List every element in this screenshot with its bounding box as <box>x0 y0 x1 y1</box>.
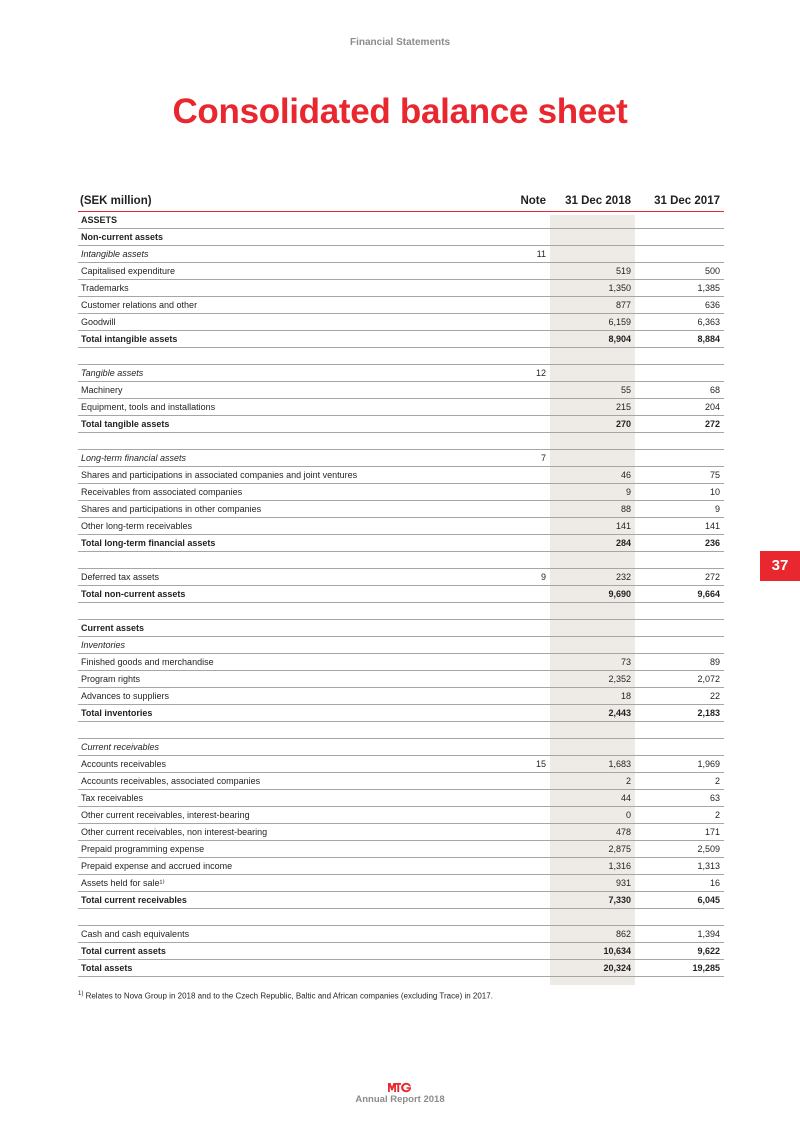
table-row <box>78 501 724 518</box>
row-note <box>466 654 550 671</box>
row-label <box>78 433 466 450</box>
row-value-2017: 1,394 <box>635 926 724 943</box>
total-row <box>78 960 724 977</box>
row-note <box>466 331 550 348</box>
row-label: Total intangible assets <box>78 331 466 348</box>
row-value-2017: 22 <box>635 688 724 705</box>
row-label: Prepaid expense and accrued income <box>78 858 466 875</box>
row-value-2017: 236 <box>635 535 724 552</box>
row-label: Machinery <box>78 382 466 399</box>
row-note <box>466 790 550 807</box>
table-row <box>78 450 724 467</box>
spacer-row <box>78 909 724 926</box>
row-value-2017: 500 <box>635 263 724 280</box>
row-value-2017: 1,313 <box>635 858 724 875</box>
row-label: Accounts receivables, associated companies <box>78 773 466 790</box>
table-row <box>78 773 724 790</box>
table-row <box>78 382 724 399</box>
row-value-2018: 10,634 <box>550 943 635 960</box>
total-row <box>78 331 724 348</box>
row-value-2017 <box>635 348 724 365</box>
total-row <box>78 943 724 960</box>
row-label: Total long-term financial assets <box>78 535 466 552</box>
row-value-2017 <box>635 552 724 569</box>
row-value-2017: 1,969 <box>635 756 724 773</box>
row-value-2017 <box>635 212 724 229</box>
row-value-2017: 89 <box>635 654 724 671</box>
row-note <box>466 263 550 280</box>
row-value-2018: 931 <box>550 875 635 892</box>
row-note <box>466 552 550 569</box>
row-label: Other current receivables, non interest-bearing <box>78 824 466 841</box>
row-note <box>466 671 550 688</box>
spacer-row <box>78 433 724 450</box>
row-value-2017 <box>635 722 724 739</box>
total-row <box>78 705 724 722</box>
row-value-2017: 9,622 <box>635 943 724 960</box>
table-row <box>78 314 724 331</box>
row-label <box>78 909 466 926</box>
table-row <box>78 212 724 229</box>
row-label: Total inventories <box>78 705 466 722</box>
row-label: Assets held for sale¹⁾ <box>78 875 466 892</box>
row-value-2018: 7,330 <box>550 892 635 909</box>
row-note <box>466 229 550 246</box>
row-value-2018: 9,690 <box>550 586 635 603</box>
row-value-2018 <box>550 212 635 229</box>
row-value-2017 <box>635 433 724 450</box>
row-value-2018: 44 <box>550 790 635 807</box>
row-value-2017: 8,884 <box>635 331 724 348</box>
row-note <box>466 620 550 637</box>
row-value-2017: 2,183 <box>635 705 724 722</box>
row-note <box>466 297 550 314</box>
row-value-2018 <box>550 909 635 926</box>
spacer-row <box>78 722 724 739</box>
row-value-2018: 2,443 <box>550 705 635 722</box>
row-label: Program rights <box>78 671 466 688</box>
row-label <box>78 722 466 739</box>
row-label: Total assets <box>78 960 466 977</box>
row-note <box>466 892 550 909</box>
row-value-2018 <box>550 620 635 637</box>
row-label: Goodwill <box>78 314 466 331</box>
row-value-2018: 88 <box>550 501 635 518</box>
table-row <box>78 229 724 246</box>
row-label: Total tangible assets <box>78 416 466 433</box>
row-note <box>466 824 550 841</box>
row-value-2017: 272 <box>635 569 724 586</box>
row-value-2017 <box>635 620 724 637</box>
row-value-2018: 1,316 <box>550 858 635 875</box>
table-row <box>78 637 724 654</box>
row-note <box>466 501 550 518</box>
mtg-logo-icon <box>388 1082 412 1093</box>
row-value-2018: 0 <box>550 807 635 824</box>
row-note: 12 <box>466 365 550 382</box>
spacer-row <box>78 603 724 620</box>
row-label: Tangible assets <box>78 365 466 382</box>
row-value-2018 <box>550 739 635 756</box>
table-row <box>78 858 724 875</box>
row-value-2018: 478 <box>550 824 635 841</box>
row-value-2018: 9 <box>550 484 635 501</box>
row-label: Prepaid programming expense <box>78 841 466 858</box>
row-note <box>466 705 550 722</box>
row-value-2018: 8,904 <box>550 331 635 348</box>
row-value-2017: 63 <box>635 790 724 807</box>
table-row <box>78 484 724 501</box>
row-value-2017 <box>635 739 724 756</box>
table-row <box>78 739 724 756</box>
row-label: Capitalised expenditure <box>78 263 466 280</box>
row-value-2018: 2,352 <box>550 671 635 688</box>
spacer-row <box>78 552 724 569</box>
row-value-2018: 73 <box>550 654 635 671</box>
row-value-2018: 2 <box>550 773 635 790</box>
row-note <box>466 909 550 926</box>
row-note <box>466 535 550 552</box>
row-label <box>78 552 466 569</box>
row-note <box>466 858 550 875</box>
row-value-2017: 2 <box>635 773 724 790</box>
row-value-2018: 55 <box>550 382 635 399</box>
total-row <box>78 586 724 603</box>
row-value-2018 <box>550 246 635 263</box>
footer-report-title: Annual Report 2018 <box>355 1094 445 1105</box>
row-note <box>466 348 550 365</box>
table-row <box>78 297 724 314</box>
row-value-2017: 19,285 <box>635 960 724 977</box>
table-row <box>78 280 724 297</box>
table-row <box>78 875 724 892</box>
row-label: Deferred tax assets <box>78 569 466 586</box>
row-note <box>466 212 550 229</box>
row-label: Equipment, tools and installations <box>78 399 466 416</box>
row-note <box>466 467 550 484</box>
row-value-2017: 10 <box>635 484 724 501</box>
table-row <box>78 246 724 263</box>
row-note <box>466 399 550 416</box>
footnote-text: Relates to Nova Group in 2018 and to the Czech Republic, Baltic and African companies (excluding Trace) in 2017. <box>85 991 493 1001</box>
row-value-2017 <box>635 365 724 382</box>
table-row <box>78 620 724 637</box>
total-row <box>78 535 724 552</box>
table-row <box>78 399 724 416</box>
table-row <box>78 467 724 484</box>
row-label: Inventories <box>78 637 466 654</box>
row-note <box>466 688 550 705</box>
spacer-row <box>78 348 724 365</box>
row-note: 7 <box>466 450 550 467</box>
table-row <box>78 756 724 773</box>
column-header-2018: 31 Dec 2018 <box>550 192 635 212</box>
row-value-2017 <box>635 637 724 654</box>
row-note <box>466 875 550 892</box>
row-value-2018: 215 <box>550 399 635 416</box>
row-value-2018: 18 <box>550 688 635 705</box>
row-value-2017 <box>635 603 724 620</box>
footnote-marker: 1) <box>78 991 84 997</box>
page-title: Consolidated balance sheet <box>172 92 628 131</box>
row-note <box>466 841 550 858</box>
row-label: Non-current assets <box>78 229 466 246</box>
row-value-2017 <box>635 909 724 926</box>
row-value-2017: 9 <box>635 501 724 518</box>
table-row <box>78 841 724 858</box>
row-value-2018: 862 <box>550 926 635 943</box>
row-value-2017: 636 <box>635 297 724 314</box>
row-value-2018 <box>550 637 635 654</box>
row-note: 15 <box>466 756 550 773</box>
row-label: Total non-current assets <box>78 586 466 603</box>
row-label: Cash and cash equivalents <box>78 926 466 943</box>
row-label: Accounts receivables <box>78 756 466 773</box>
row-note: 11 <box>466 246 550 263</box>
row-value-2018 <box>550 450 635 467</box>
row-label: Other long-term receivables <box>78 518 466 535</box>
row-value-2017: 6,045 <box>635 892 724 909</box>
row-label: Current assets <box>78 620 466 637</box>
footnote <box>78 991 493 1001</box>
row-note <box>466 314 550 331</box>
row-value-2017: 75 <box>635 467 724 484</box>
table-row <box>78 569 724 586</box>
row-value-2018: 46 <box>550 467 635 484</box>
table-header-row <box>78 192 724 212</box>
row-value-2017: 6,363 <box>635 314 724 331</box>
table-row <box>78 790 724 807</box>
row-label: Other current receivables, interest-bearing <box>78 807 466 824</box>
row-note <box>466 433 550 450</box>
row-value-2017 <box>635 450 724 467</box>
row-note <box>466 603 550 620</box>
table-row <box>78 807 724 824</box>
row-value-2018 <box>550 348 635 365</box>
row-value-2017: 1,385 <box>635 280 724 297</box>
row-value-2017: 9,664 <box>635 586 724 603</box>
row-value-2018: 20,324 <box>550 960 635 977</box>
row-value-2018 <box>550 722 635 739</box>
row-label: Advances to suppliers <box>78 688 466 705</box>
row-label: Shares and participations in associated companies and joint ventures <box>78 467 466 484</box>
row-value-2018: 2,875 <box>550 841 635 858</box>
row-value-2018 <box>550 229 635 246</box>
row-label: Long-term financial assets <box>78 450 466 467</box>
row-note <box>466 416 550 433</box>
balance-sheet-table <box>78 192 724 977</box>
row-label: Total current assets <box>78 943 466 960</box>
row-note <box>466 518 550 535</box>
row-value-2017: 68 <box>635 382 724 399</box>
table-row <box>78 926 724 943</box>
row-label: Tax receivables <box>78 790 466 807</box>
row-value-2017: 2,072 <box>635 671 724 688</box>
row-note <box>466 926 550 943</box>
row-value-2017: 141 <box>635 518 724 535</box>
total-row <box>78 416 724 433</box>
section-header: Financial Statements <box>349 37 451 48</box>
row-value-2018: 270 <box>550 416 635 433</box>
row-value-2018: 6,159 <box>550 314 635 331</box>
row-note <box>466 722 550 739</box>
row-value-2017: 272 <box>635 416 724 433</box>
row-value-2018: 284 <box>550 535 635 552</box>
row-note <box>466 382 550 399</box>
row-label <box>78 603 466 620</box>
row-value-2017: 2 <box>635 807 724 824</box>
row-label: Finished goods and merchandise <box>78 654 466 671</box>
row-label: Shares and participations in other companies <box>78 501 466 518</box>
table-row <box>78 824 724 841</box>
row-label: Customer relations and other <box>78 297 466 314</box>
table-row <box>78 671 724 688</box>
table-row <box>78 688 724 705</box>
total-row <box>78 892 724 909</box>
row-note <box>466 807 550 824</box>
row-note <box>466 637 550 654</box>
row-label: ASSETS <box>78 212 466 229</box>
row-value-2018: 1,350 <box>550 280 635 297</box>
row-value-2017 <box>635 246 724 263</box>
row-value-2018 <box>550 552 635 569</box>
row-value-2018: 1,683 <box>550 756 635 773</box>
column-header-label: (SEK million) <box>78 192 466 212</box>
row-label <box>78 348 466 365</box>
row-note <box>466 960 550 977</box>
row-label: Current receivables <box>78 739 466 756</box>
row-label: Trademarks <box>78 280 466 297</box>
row-value-2018: 141 <box>550 518 635 535</box>
row-note <box>466 739 550 756</box>
row-value-2018 <box>550 433 635 450</box>
table-row <box>78 518 724 535</box>
row-note <box>466 484 550 501</box>
table-row <box>78 263 724 280</box>
row-value-2017: 16 <box>635 875 724 892</box>
row-label: Intangible assets <box>78 246 466 263</box>
row-note <box>466 280 550 297</box>
column-header-2017: 31 Dec 2017 <box>635 192 724 212</box>
row-note <box>466 586 550 603</box>
row-note <box>466 773 550 790</box>
row-value-2018: 519 <box>550 263 635 280</box>
row-value-2017 <box>635 229 724 246</box>
row-value-2018: 232 <box>550 569 635 586</box>
row-note: 9 <box>466 569 550 586</box>
table-row <box>78 365 724 382</box>
row-label: Total current receivables <box>78 892 466 909</box>
row-value-2017: 2,509 <box>635 841 724 858</box>
row-value-2017: 204 <box>635 399 724 416</box>
row-value-2018 <box>550 603 635 620</box>
row-value-2017: 171 <box>635 824 724 841</box>
row-label: Receivables from associated companies <box>78 484 466 501</box>
row-note <box>466 943 550 960</box>
row-value-2018: 877 <box>550 297 635 314</box>
column-header-note: Note <box>466 192 550 212</box>
page-number-tab: 37 <box>760 551 800 581</box>
row-value-2018 <box>550 365 635 382</box>
table-row <box>78 654 724 671</box>
